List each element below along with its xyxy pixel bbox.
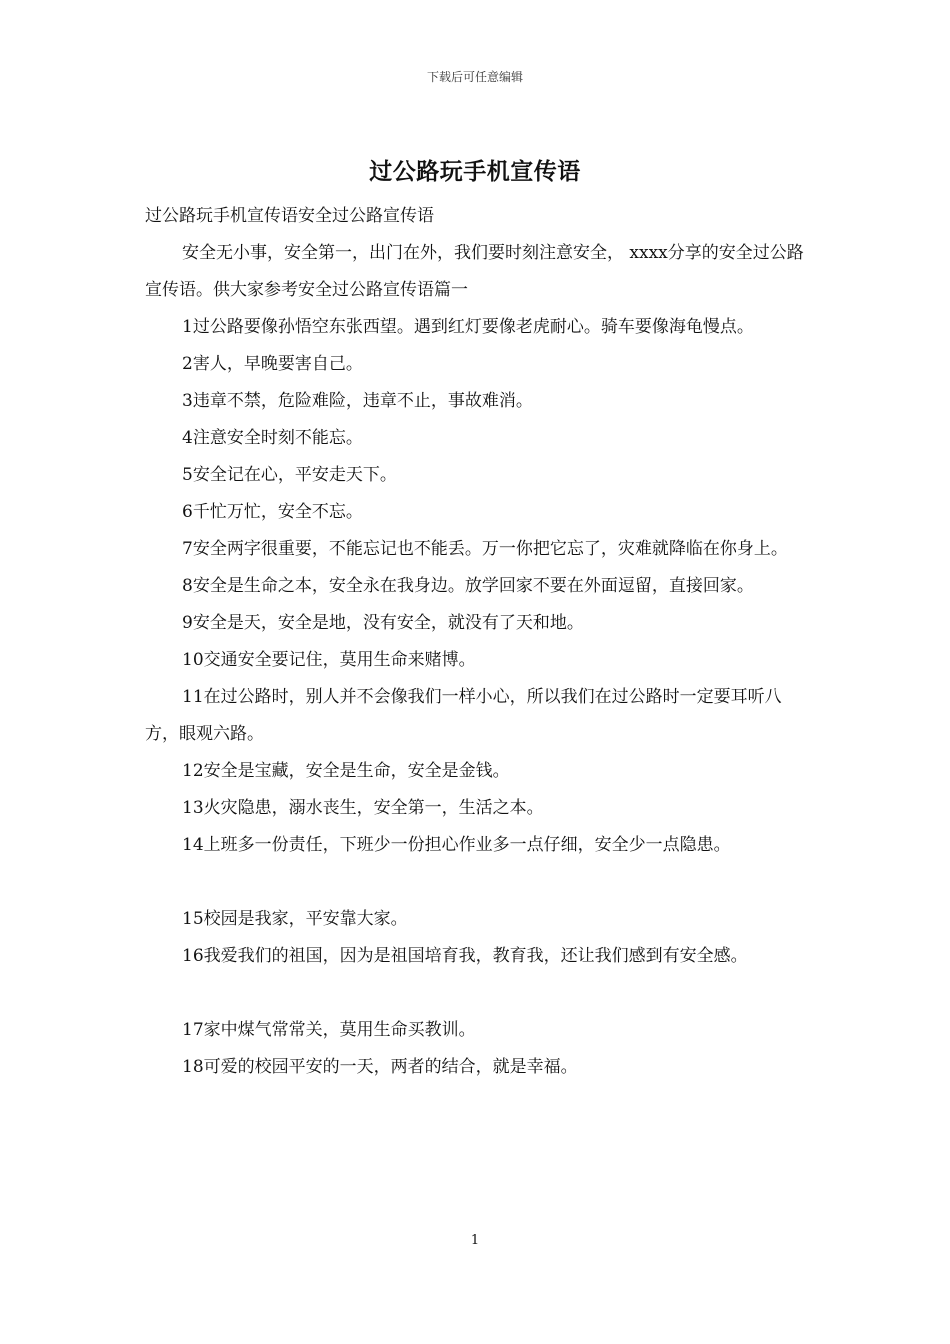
slogan-item: 11在过公路时，别人并不会像我们一样小心，所以我们在过公路时一定要耳听八方，眼观六路。 xyxy=(145,687,782,744)
slogan-item: 16我爱我们的祖国，因为是祖国培育我，教育我，还让我们感到有安全感。 xyxy=(182,946,748,966)
slogan-item: 1过公路要像孙悟空东张西望。遇到红灯要像老虎耐心。骑车要像海龟慢点。 xyxy=(182,317,754,337)
slogan-item: 12安全是宝藏，安全是生命，安全是金钱。 xyxy=(182,761,510,781)
slogan-item: 5安全记在心，平安走天下。 xyxy=(182,465,397,485)
slogan-item: 4注意安全时刻不能忘。 xyxy=(182,428,363,448)
slogan-item: 15校园是我家，平安靠大家。 xyxy=(182,909,408,929)
slogan-item: 18可爱的校园平安的一天，两者的结合，就是幸福。 xyxy=(182,1057,578,1077)
page-number: 1 xyxy=(470,1233,480,1248)
slogan-item: 3违章不禁，危险难险，违章不止，事故难消。 xyxy=(182,391,533,411)
slogan-item: 8安全是生命之本，安全永在我身边。放学回家不要在外面逗留，直接回家。 xyxy=(182,576,754,596)
slogan-item: 17家中煤气常常关，莫用生命买教训。 xyxy=(182,1020,476,1040)
document-body xyxy=(145,198,810,1086)
slogan-item: 7安全两字很重要，不能忘记也不能丢。万一你把它忘了，灾难就降临在你身上。 xyxy=(182,539,788,559)
slogan-item: 6千忙万忙，安全不忘。 xyxy=(182,502,363,522)
slogan-item: 10交通安全要记住，莫用生命来赌博。 xyxy=(182,650,476,670)
slogan-item: 9安全是天，安全是地，没有安全，就没有了天和地。 xyxy=(182,613,584,633)
slogan-item: 13火灾隐患，溺水丧生，安全第一，生活之本。 xyxy=(182,798,544,818)
slogan-item: 2害人，早晚要害自己。 xyxy=(182,354,363,374)
document-subtitle: 过公路玩手机宣传语安全过公路宣传语 xyxy=(145,206,434,226)
slogan-item: 14上班多一份责任，下班少一份担心作业多一点仔细，安全少一点隐患。 xyxy=(182,835,731,855)
document-title: 过公路玩手机宣传语 xyxy=(369,158,581,185)
header-note: 下载后可任意编辑 xyxy=(426,70,523,84)
intro-paragraph: 安全无小事，安全第一，出门在外，我们要时刻注意安全， xxxx分享的安全过公路宣传语。供大家参考安全过公路宣传语篇一 xyxy=(145,243,804,300)
